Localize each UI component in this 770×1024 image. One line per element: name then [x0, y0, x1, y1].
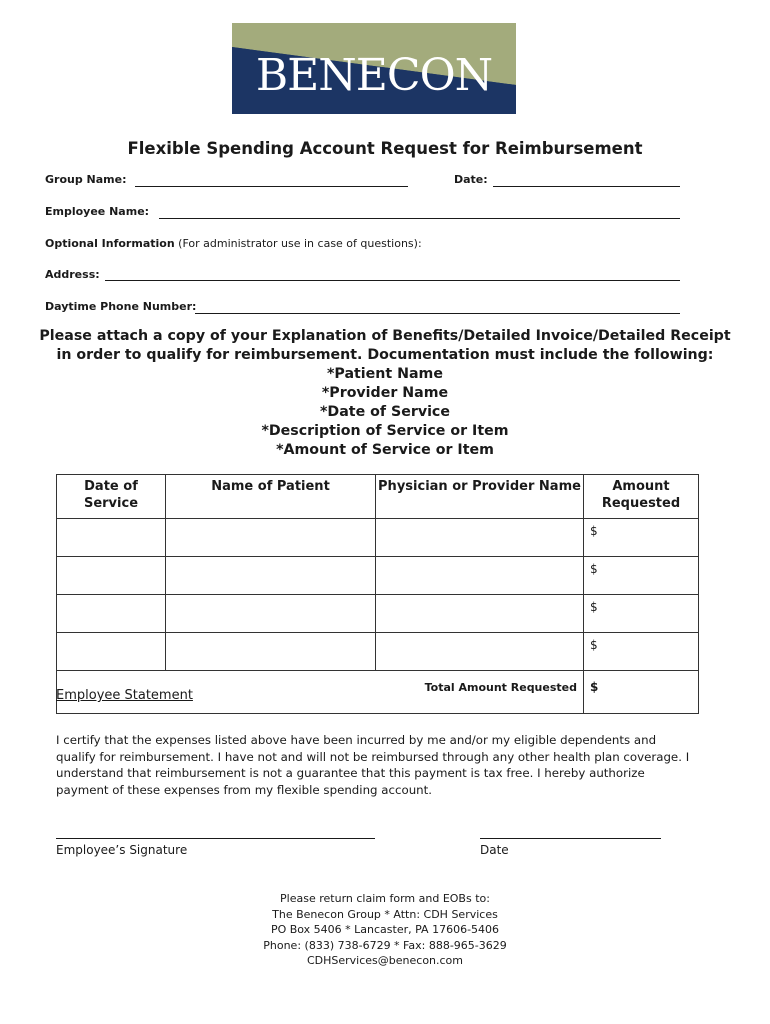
optional-note: (For administrator use in case of questions): [174, 237, 422, 250]
provider-cell[interactable] [376, 595, 584, 633]
footer-line: PO Box 5406 * Lancaster, PA 17606-5406 [270, 923, 500, 936]
date-field[interactable] [493, 186, 680, 187]
total-amount-cell[interactable]: $ [584, 671, 699, 714]
statement-heading: Employee Statement [56, 688, 193, 703]
logo-wordmark: BENECON [255, 50, 493, 101]
table-row [57, 595, 699, 633]
group-name-label: Group Name: [45, 173, 127, 186]
date-cell[interactable] [57, 633, 166, 671]
header-name-of-patient: Name of Patient [166, 475, 376, 519]
required-item: *Patient Name [327, 366, 443, 382]
required-item: *Amount of Service or Item [276, 442, 494, 458]
date-label: Date: [454, 173, 488, 186]
signature-date-label: Date [480, 843, 509, 857]
claims-table [56, 474, 699, 714]
amount-cell[interactable]: $ [584, 519, 699, 557]
form-title: Flexible Spending Account Request for Reimbursement [127, 139, 643, 158]
instructions [0, 327, 770, 460]
phone-field[interactable] [195, 313, 680, 314]
date-cell[interactable] [57, 595, 166, 633]
required-item: *Provider Name [321, 385, 449, 401]
table-header-row [57, 475, 699, 519]
optional-label: Optional Information [45, 237, 175, 250]
employee-name-label: Employee Name: [45, 205, 150, 218]
instructions-line-2: in order to qualify for reimbursement. Documentation must include the following: [56, 347, 714, 363]
signature-label: Employee’s Signature [56, 843, 188, 857]
header-amount-requested-text: Amount Requested [601, 479, 681, 511]
optional-information [45, 237, 422, 250]
required-item: *Description of Service or Item [261, 423, 509, 439]
return-address [0, 891, 770, 969]
footer-line: The Benecon Group * Attn: CDH Services [272, 907, 498, 921]
instructions-line-1: Please attach a copy of your Explanation of Benefits/Detailed Invoice/Detailed Receipt [39, 328, 731, 344]
provider-cell[interactable] [376, 519, 584, 557]
patient-cell[interactable] [166, 519, 376, 557]
amount-cell[interactable]: $ [584, 633, 699, 671]
provider-cell[interactable] [376, 633, 584, 671]
phone-label: Daytime Phone Number: [45, 300, 197, 313]
amount-cell[interactable]: $ [584, 595, 699, 633]
signature-date-line[interactable] [480, 838, 661, 839]
patient-cell[interactable] [166, 595, 376, 633]
provider-cell[interactable] [376, 557, 584, 595]
benecon-logo [232, 23, 516, 114]
table-row [57, 557, 699, 595]
address-label: Address: [45, 268, 100, 281]
signature-line[interactable] [56, 838, 375, 839]
patient-cell[interactable] [166, 557, 376, 595]
footer-email: CDHServices@benecon.com [306, 954, 464, 967]
group-name-field[interactable] [135, 186, 408, 187]
employee-name-field[interactable] [159, 218, 680, 219]
amount-cell[interactable]: $ [584, 557, 699, 595]
required-item: *Date of Service [320, 404, 450, 420]
footer-line: Phone: (833) 738-6729 * Fax: 888-965-3629 [263, 938, 507, 952]
header-date-of-service [57, 475, 166, 519]
statement-body: I certify that the expenses listed above have been incurred by me and/or my eligible dependents and qualify for reimbursement. I have not and will not be reimbursed through any other health plan coverage. I understand that reimbursement is not a guarantee that this payment is tax free. I hereby authorize payment of these expenses from my flexible spending account. [56, 733, 690, 797]
address-field[interactable] [105, 280, 680, 281]
header-amount-requested [584, 475, 699, 519]
date-cell[interactable] [57, 519, 166, 557]
header-provider-name: Physician or Provider Name [376, 475, 584, 519]
table-row [57, 633, 699, 671]
total-label: Total Amount Requested [57, 671, 584, 714]
header-date-of-service-text: Date of Service [83, 479, 139, 511]
footer-line: Please return claim form and EOBs to: [280, 892, 490, 905]
table-row [57, 519, 699, 557]
date-cell[interactable] [57, 557, 166, 595]
patient-cell[interactable] [166, 633, 376, 671]
